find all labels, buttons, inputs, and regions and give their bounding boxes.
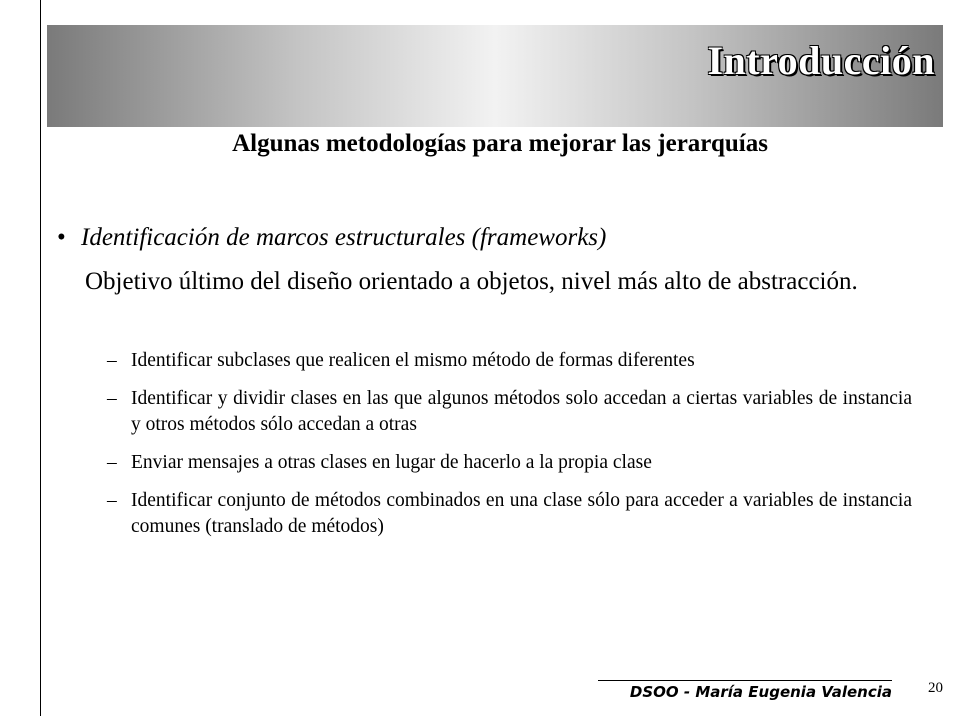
title-banner	[47, 25, 943, 127]
slide-title: Introducción	[707, 38, 935, 83]
dash-marker: –	[107, 452, 117, 473]
dash-marker: –	[107, 388, 117, 409]
sub-item-text: Enviar mensajes a otras clases en lugar de hacerlo a la propia clase	[131, 452, 652, 473]
slide-subtitle: Algunas metodologías para mejorar las jerarquías	[232, 130, 768, 157]
dash-marker: –	[107, 490, 117, 511]
dash-marker: –	[107, 350, 117, 371]
bullet-marker: •	[57, 224, 66, 251]
page-number: 20	[928, 680, 943, 696]
sub-item-text: Identificar conjunto de métodos combinados en una clase sólo para acceder a variables de instancia comunes (translado de métodos)	[131, 490, 912, 537]
sub-item	[107, 450, 912, 476]
sub-item-text: Identificar y dividir clases en las que algunos métodos solo accedan a ciertas variables de instancia y otros métodos sólo accedan a otras	[131, 388, 912, 435]
sub-item	[107, 348, 912, 374]
body-paragraph: Objetivo último del diseño orientado a objetos, nivel más alto de abstracción.	[85, 268, 858, 295]
bullet-text: Identificación de marcos estructurales (frameworks)	[81, 224, 607, 251]
sub-item	[107, 488, 912, 540]
sub-item-list	[107, 348, 912, 552]
sub-item	[107, 386, 912, 438]
footer-rule	[598, 680, 892, 681]
footer-author: DSOO - María Eugenia Valencia	[629, 683, 892, 701]
bullet-item	[57, 224, 917, 252]
sub-item-text: Identificar subclases que realicen el mismo método de formas diferentes	[131, 350, 695, 371]
left-vertical-rule	[40, 0, 41, 716]
